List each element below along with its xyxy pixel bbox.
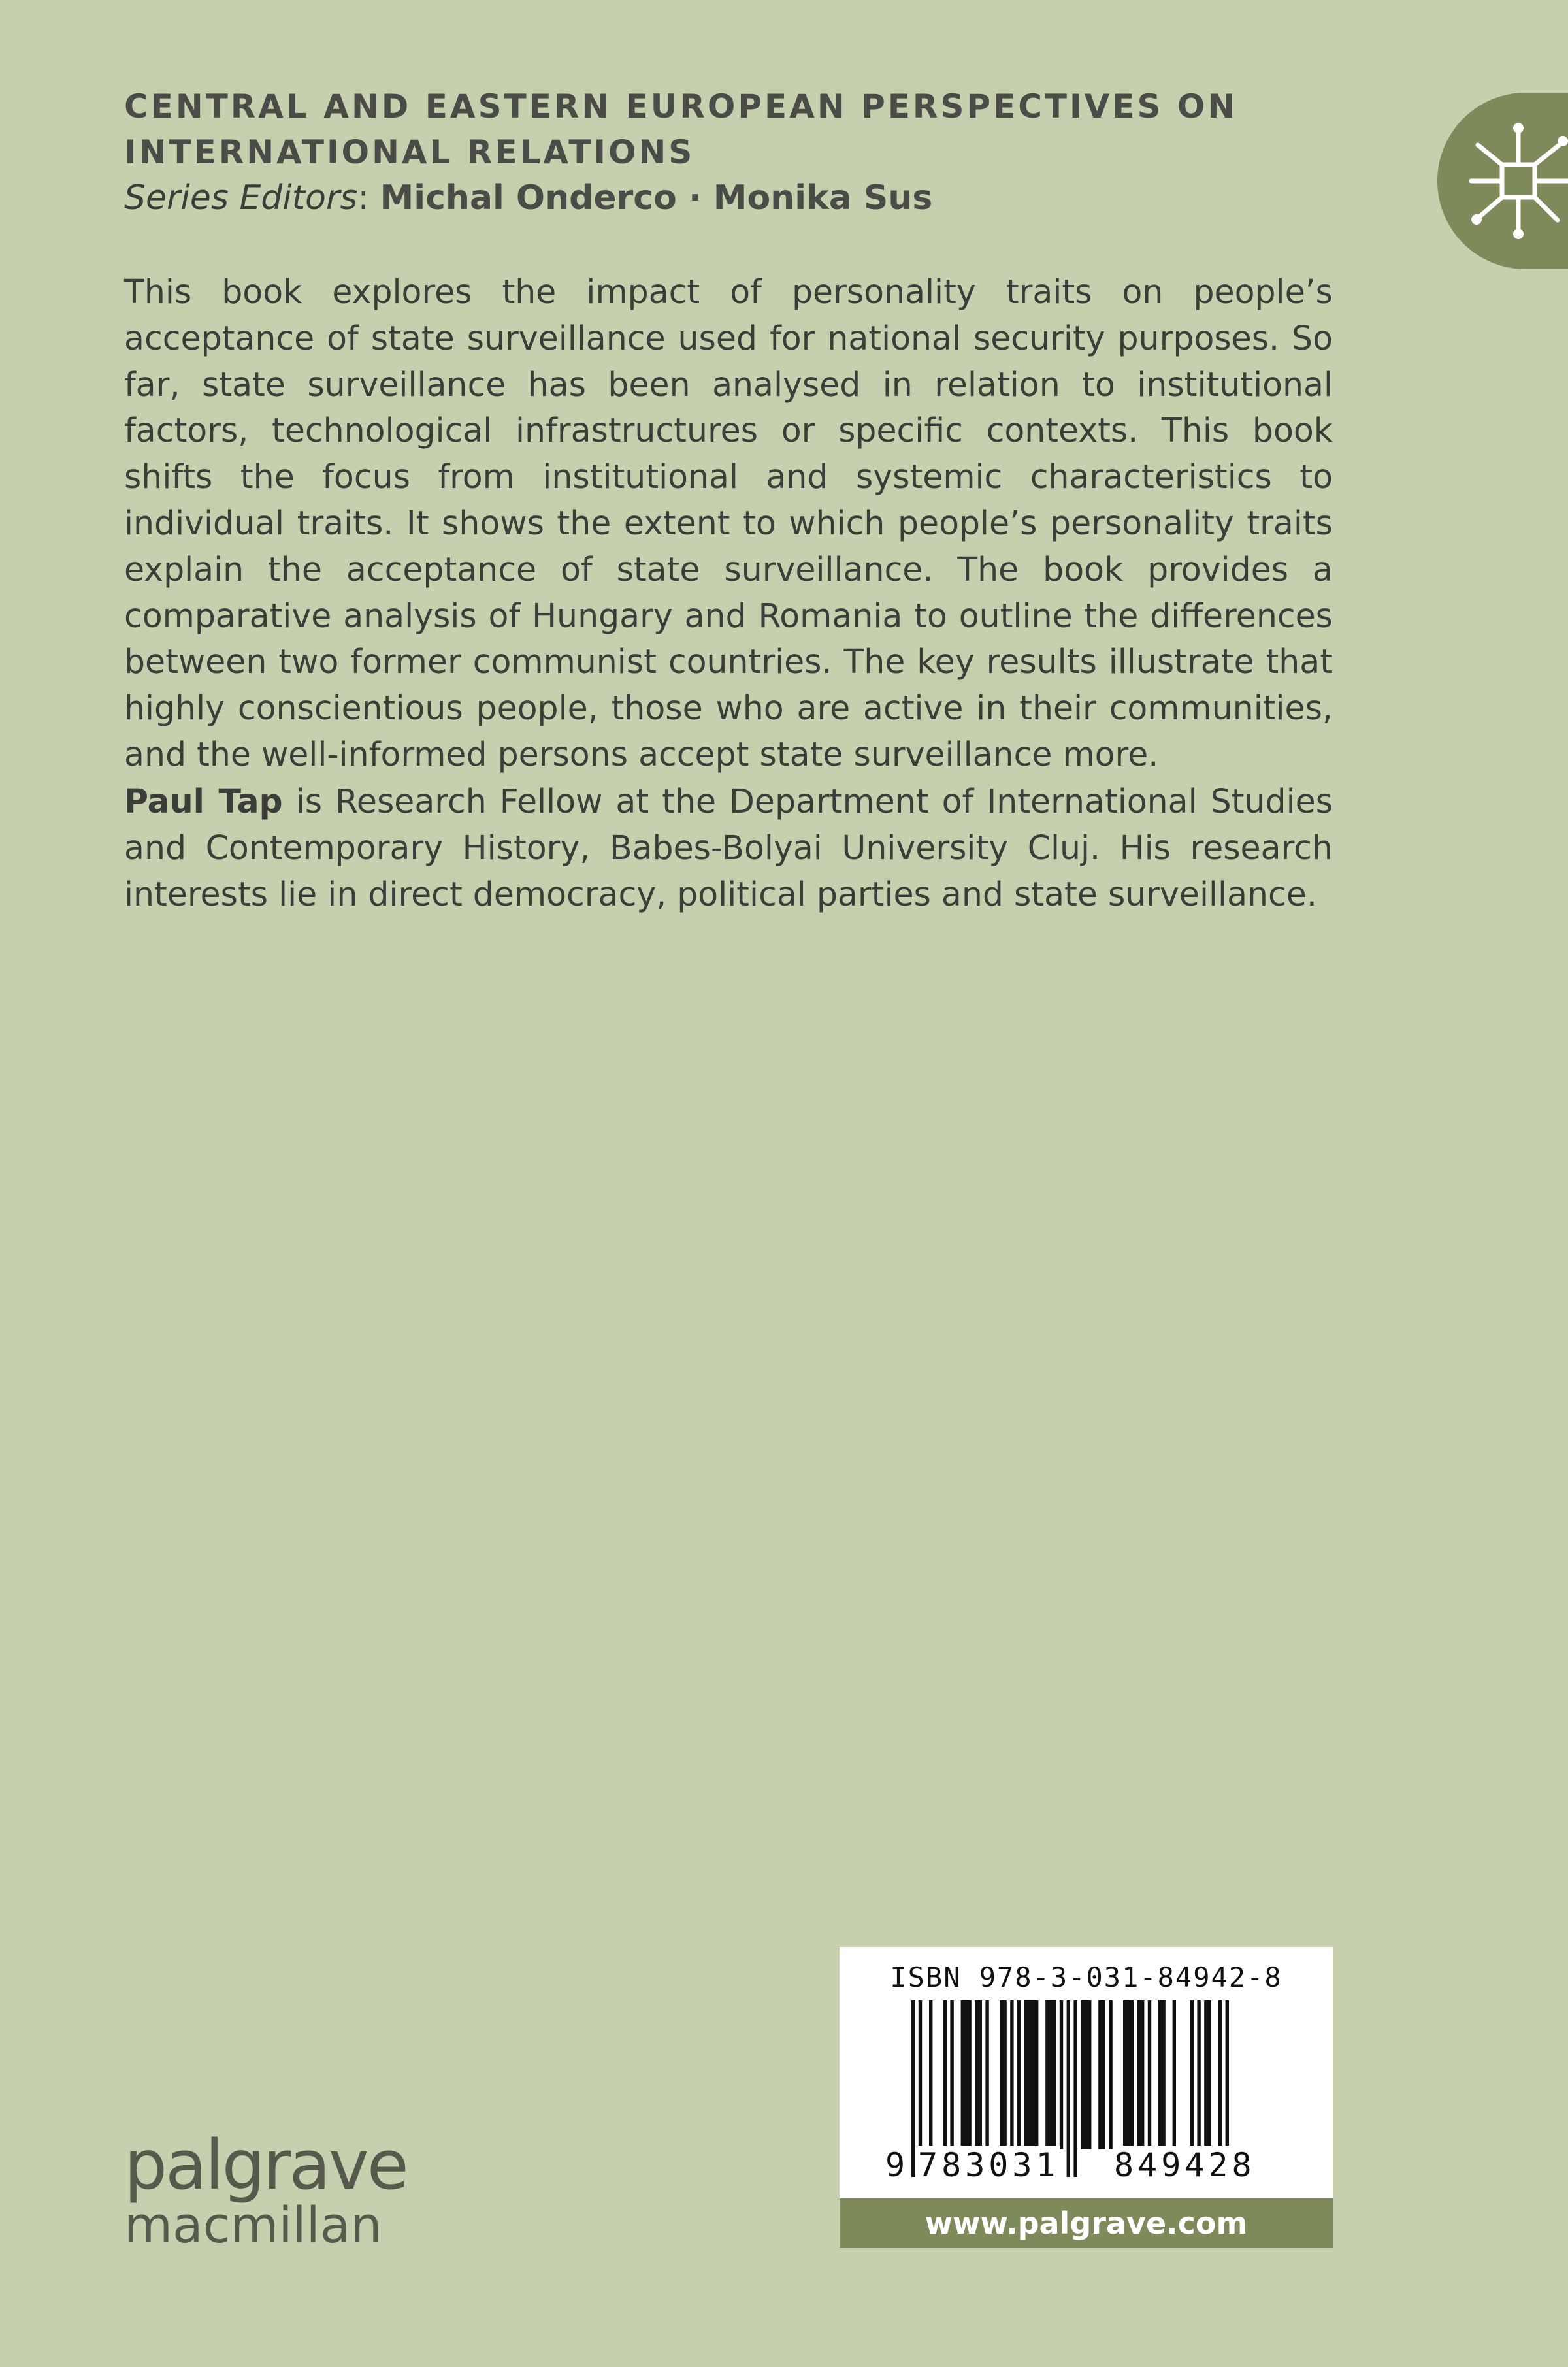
- publisher-logo: [124, 2125, 407, 2254]
- series-editors: [124, 175, 1352, 221]
- barcode-bar: [1123, 2000, 1134, 2149]
- barcode-bar: [1098, 2000, 1105, 2149]
- barcode-bar: [1073, 2000, 1077, 2177]
- barcode-bar: [1024, 2000, 1039, 2149]
- book-description: This book explores the impact of personality traits on people’s acceptance of state surveillance used for national security purposes. So far, state surveillance has been analysed in relation to institutional factors, technological infrastructures or specific contexts. This book shifts the focus from institutional and systemic characteristics to individual traits. It shows the extent to which people’s personality traits explain the acceptance of state surveillance. The book provides a comparative analysis of Hungary and Romania to outline the differences between two former communist countries. The key results illustrate that highly conscientious people, those who are active in their communities, and the well-informed persons accept state surveillance more.: [124, 272, 1333, 774]
- barcode-bar: [1010, 2000, 1013, 2149]
- barcode-bar: [1137, 2000, 1145, 2149]
- series-header: [124, 84, 1352, 221]
- barcode-bar: [975, 2000, 982, 2149]
- publisher-logo-line1: palgrave: [124, 2125, 407, 2205]
- barcode-bar: [1218, 2000, 1222, 2149]
- author-name: Paul Tap: [124, 782, 283, 821]
- barcode-bar: [950, 2000, 953, 2149]
- barcode-bar: [1197, 2000, 1200, 2149]
- barcode-bar: [1158, 2000, 1166, 2149]
- barcode-bar: [1190, 2000, 1194, 2149]
- series-editors-names: Michal Onderco · Monika Sus: [380, 178, 933, 218]
- barcode-bar: [929, 2000, 932, 2149]
- series-editors-separator: :: [357, 178, 380, 218]
- series-title-line1: CENTRAL AND EASTERN EUROPEAN PERSPECTIVES ON: [124, 88, 1238, 125]
- publisher-logo-tab: [1437, 93, 1568, 269]
- palgrave-network-icon: [1466, 119, 1568, 243]
- barcode-bar: [1060, 2000, 1063, 2149]
- author-bio-text: is Research Fellow at the Department of International Studies and Contemporary History, Babes-Bolyai University Cluj. His research interests lie in direct democracy, political parties and state surveillance.: [124, 782, 1333, 913]
- barcode-bar: [1067, 2000, 1070, 2177]
- barcode-bar: [1109, 2000, 1112, 2149]
- publisher-website: www.palgrave.com: [840, 2198, 1333, 2248]
- publisher-logo-line2: macmillan: [124, 2196, 382, 2254]
- barcode-bar: [961, 2000, 972, 2149]
- barcode-bar: [1173, 2000, 1176, 2149]
- series-title-line2: INTERNATIONAL RELATIONS: [124, 133, 695, 171]
- barcode-right-digits: 849428: [1114, 2146, 1256, 2184]
- barcode-lead-digit: 9: [885, 2146, 906, 2184]
- barcode-bar: [1045, 2000, 1056, 2149]
- series-editors-label: Series Editors: [124, 178, 358, 218]
- barcode-icon: [840, 1947, 1333, 2198]
- barcode-bar: [1000, 2000, 1007, 2149]
- barcode-bar: [1081, 2000, 1091, 2149]
- barcode-bar: [1204, 2000, 1211, 2149]
- barcode-bar: [985, 2000, 988, 2149]
- barcode-box: [840, 1947, 1333, 2198]
- barcode-bar: [943, 2000, 947, 2149]
- barcode-left-digits: 783031: [918, 2146, 1060, 2184]
- author-bio: [124, 779, 1333, 917]
- barcode-bar: [1017, 2000, 1021, 2149]
- barcode-bar: [1148, 2000, 1151, 2149]
- barcode-bar: [911, 2000, 915, 2177]
- isbn-label: ISBN 978-3-031-84942-8: [890, 1961, 1282, 1993]
